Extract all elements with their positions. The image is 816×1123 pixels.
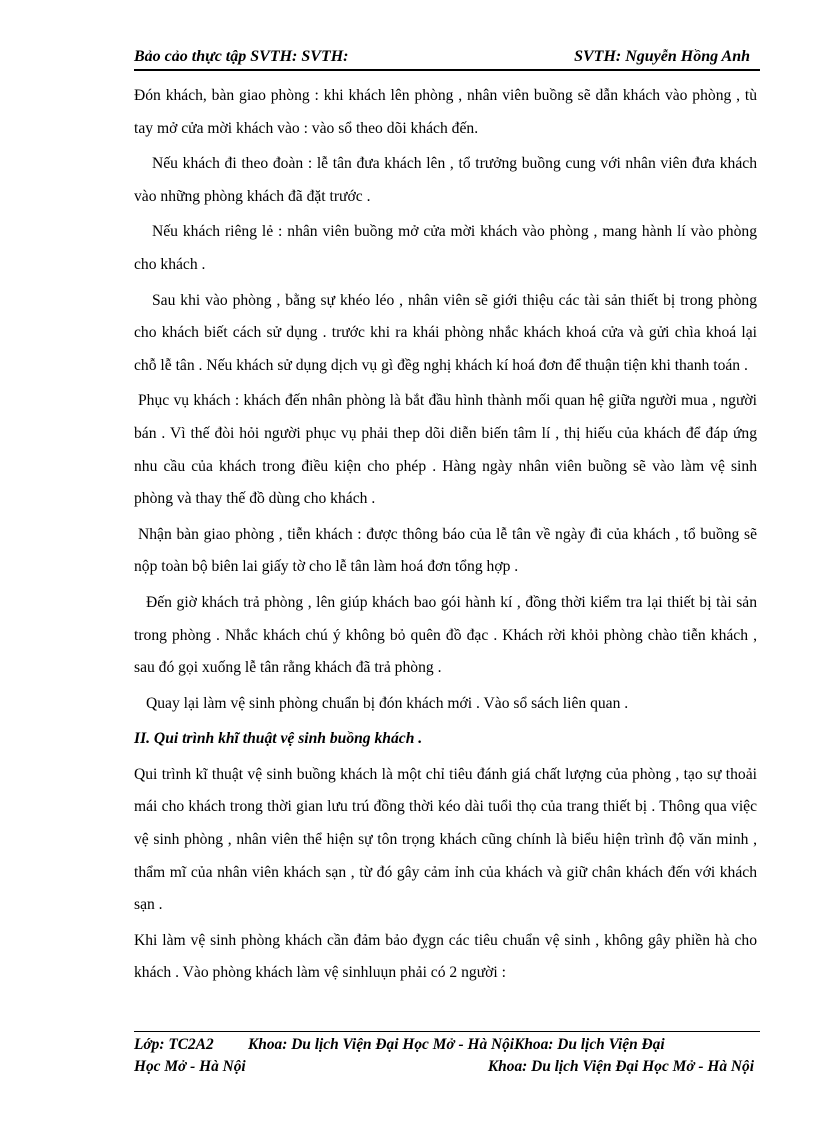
paragraph-checkout: Đến giờ khách trả phòng , lên giúp khách bao gói hành kí , đồng thời kiểm tra lại thiết bị tài sản trong phòng . Nhắc khách chú ý không bỏ quên đồ đạc . Khách rời khỏi phòng chào tiễn khách , sau đó gọi xuống lễ tân rằng khách đã trả phòng . — [134, 593, 757, 677]
footer-class: Lớp: TC2A2 — [134, 1036, 214, 1053]
page-header — [134, 48, 760, 70]
section-heading: II. Qui trình khĩ thuật vệ sinh buồng khách . — [134, 730, 423, 748]
paragraph-cleaning-standards: Khi làm vệ sinh phòng khách cần đảm bảo đỵgn các tiêu chuẩn vệ sinh , không gây phiền hà cho khách . Vào phòng khách làm vệ sinhluụn phải có 2 người : — [134, 931, 757, 982]
footer-department-repeat: Khoa: Du lịch Viện Đại Học Mở - Hà Nội — [487, 1058, 754, 1075]
paragraph-cleaning-return: Quay lại làm vệ sinh phòng chuẩn bị đón khách mới . Vào sổ sách liên quan . — [146, 694, 629, 712]
paragraph-handover: Nhận bàn giao phòng , tiễn khách : được thông báo của lễ tân về ngày đi của khách , tổ buồng sẽ nộp toàn bộ biên lai giấy tờ cho lễ tân làm hoá đơn tổng hợp . — [134, 525, 757, 576]
paragraph-individual-guests: Nếu khách riêng lẻ : nhân viên buồng mở cửa mời khách vào phòng , mang hành lí vào phòng cho khách . — [134, 223, 757, 273]
footer-department: Khoa: Du lịch Viện Đại Học Mở - Hà NộiKhoa: Du lịch Viện Đại — [248, 1036, 665, 1053]
footer-department-continued: Học Mở - Hà Nội — [134, 1058, 246, 1075]
paragraph-serving-guests: Phục vụ khách : khách đến nhân phòng là bắt đầu hình thành mối quan hệ giữa người mua , người bán . Vì thế đòi hỏi người phục vụ phải thep dõi diễn biến tâm lí , thị hiếu của khách để đáp ứng nhu cầu của khách trong điều kiện cho phép . Hàng ngày nhân viên buồng sẽ vào làm vệ sinh phòng và thay thế đồ dùng cho khách . — [134, 392, 757, 508]
header-title: Bảo cảo thực tập SVTH: SVTH: — [134, 48, 349, 65]
paragraph-room-introduction: Sau khi vào phòng , bằng sự khéo léo , nhân viên sẽ giới thiệu các tài sản thiết bị trong phòng cho khách biết cách sử dụng . trước khi ra khái phòng nhắc khách khoá cửa và gửi chìa khoá lại chỗ lễ tân . Nếu khách sử dụng dịch vụ gì đềg nghị khách kí hoá đơn để thuận tiện khi thanh toán . — [134, 291, 757, 374]
paragraph-cleaning-procedure: Qui trình kĩ thuật vệ sinh buồng khách là một chỉ tiêu đánh giá chất lượng của phòng , tạo sự thoải mái cho khách trong thời gian lưu trú đồng thời kéo dài tuổi thọ của trang thiết bị . Thông qua việc vệ sinh phòng , nhân viên thể hiện sự tôn trọng khách cũng chính là biểu hiện trình độ văn minh , thẩm mĩ của nhân viên khách sạn , từ đó gây cảm ỉnh của khách và giữ chân khách đến với khách sạn . — [134, 765, 757, 914]
header-rule — [134, 69, 760, 71]
page-footer — [134, 1034, 754, 1078]
footer-rule — [134, 1031, 760, 1032]
paragraph-reception: Đón khách, bàn giao phòng : khi khách lên phòng , nhân viên buồng sẽ dẫn khách vào phòng , tù tay mở cửa mời khách vào : vào sổ theo dõi khách đến. — [134, 87, 757, 137]
paragraph-group-guests: Nếu khách đi theo đoàn : lễ tân đưa khách lên , tổ trưởng buồng cung với nhân viên đưa khách vào những phòng khách đã đặt trước . — [134, 155, 757, 205]
document-body — [134, 80, 757, 990]
header-author: SVTH: Nguyễn Hồng Anh — [574, 48, 750, 65]
